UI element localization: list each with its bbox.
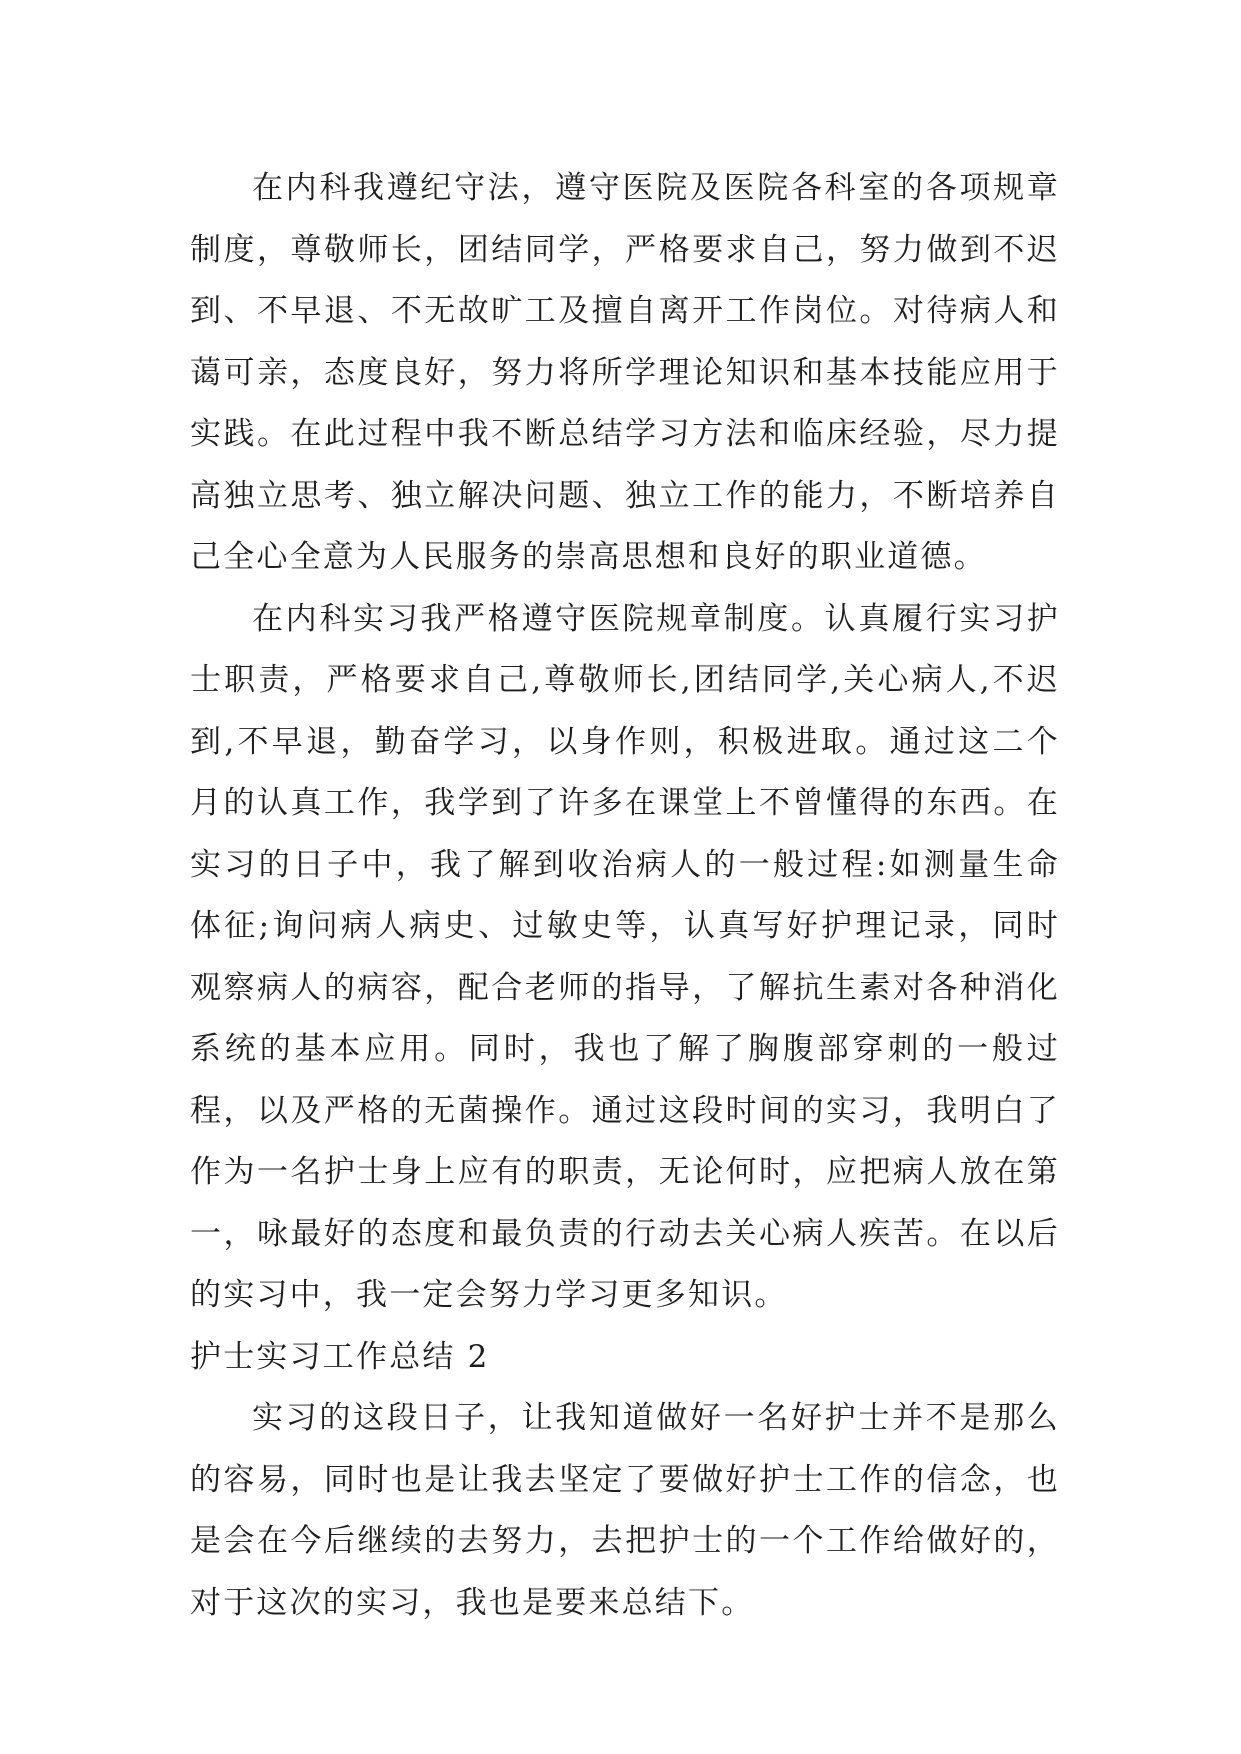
paragraph-internship-summary: 实习的这段日子，让我知道做好一名好护士并不是那么的容易，同时也是让我去坚定了要做好护士工作的信念，也是会在今后继续的去努力，去把护士的一个工作给做好的，对于这次的实习，我也是要来总结下。 (190, 1400, 1060, 1621)
document-page (190, 158, 1060, 1634)
paragraph-internal-medicine-conduct: 在内科我遵纪守法，遵守医院及医院各科室的各项规章制度，尊敬师长，团结同学，严格要求自己，努力做到不迟到、不早退、不无故旷工及擅自离开工作岗位。对待病人和蔼可亲，态度良好，努力将所学理论知识和基本技能应用于实践。在此过程中我不断总结学习方法和临床经验，尽力提高独立思考、独立解决问题、独立工作的能力，不断培养自己全心全意为人民服务的崇高思想和良好的职业道德。 (190, 170, 1060, 575)
section-heading: 护士实习工作总结 2 (190, 1338, 490, 1375)
paragraph-internal-medicine-internship: 在内科实习我严格遵守医院规章制度。认真履行实习护士职责，严格要求自己,尊敬师长,团结同学,关心病人,不迟到,不早退，勤奋学习，以身作则，积极进取。通过这二个月的认真工作，我学到了许多在课堂上不曾懂得的东西。在实习的日子中，我了解到收治病人的一般过程:如测量生命体征;询问病人病史、过敏史等，认真写好护理记录，同时观察病人的病容，配合老师的指导，了解抗生素对各种消化系统的基本应用。同时，我也了解了胸腹部穿刺的一般过程，以及严格的无菌操作。通过这段时间的实习，我明白了作为一名护士身上应有的职责，无论何时，应把病人放在第一，咏最好的态度和最负责的行动去关心病人疾苦。在以后的实习中，我一定会努力学习更多知识。 (190, 600, 1060, 1313)
